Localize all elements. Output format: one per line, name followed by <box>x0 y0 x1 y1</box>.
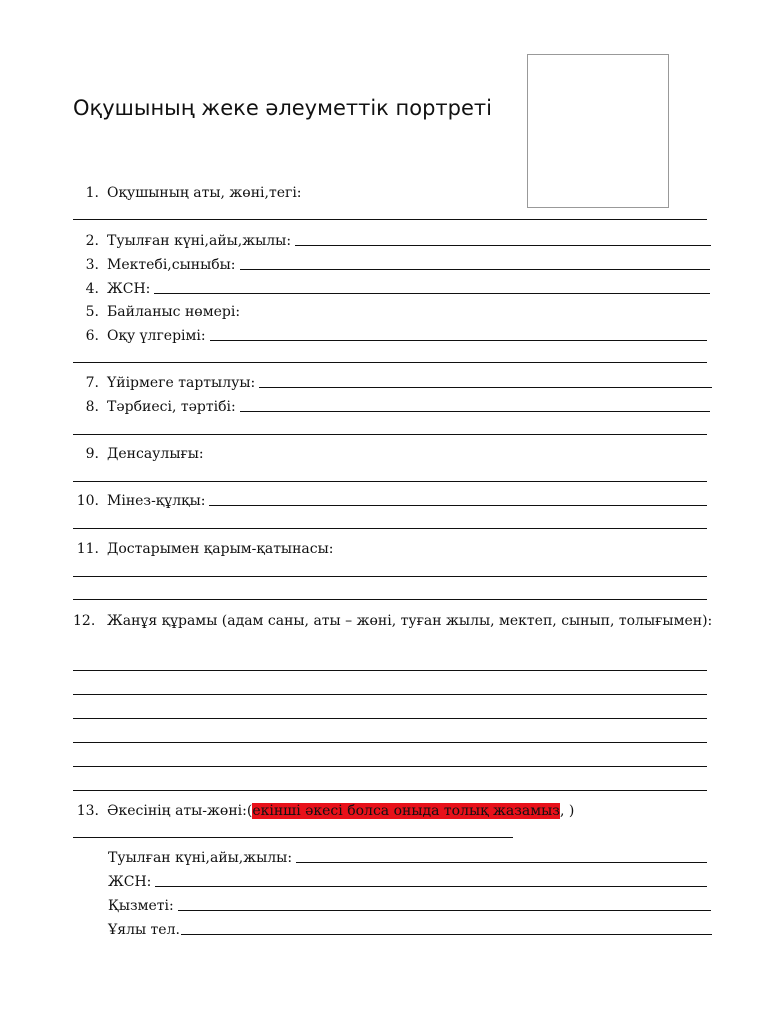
blank-line[interactable] <box>155 885 707 887</box>
field-label: ЖСН: <box>108 874 152 890</box>
blank-line[interactable] <box>295 244 711 246</box>
item-suffix: , ) <box>559 803 575 819</box>
item-label: Мінез-құлқы: <box>107 493 206 509</box>
blank-line[interactable] <box>73 837 513 838</box>
photo-placeholder <box>527 54 669 208</box>
blank-line[interactable] <box>73 670 707 671</box>
item-number: 1. <box>85 185 99 201</box>
blank-line[interactable] <box>259 386 712 388</box>
item-13 <box>73 801 574 819</box>
item-number: 10. <box>76 493 99 509</box>
page-title: Оқушының жеке әлеуметтік портреті <box>73 96 492 120</box>
father-birthdate <box>108 848 707 866</box>
father-iin <box>108 872 707 890</box>
item-number: 11. <box>76 541 99 557</box>
field-label: Қызметі: <box>108 898 174 914</box>
item-label: Оқушының аты, жөні,тегі: <box>107 185 302 201</box>
item-number: 6. <box>85 328 99 344</box>
blank-line[interactable] <box>296 861 707 863</box>
item-number: 2. <box>85 233 99 249</box>
blank-line[interactable] <box>73 219 707 220</box>
item-3 <box>73 255 710 273</box>
item-number: 9. <box>85 446 99 462</box>
blank-line[interactable] <box>73 742 707 743</box>
item-number: 13. <box>76 803 99 819</box>
blank-line[interactable] <box>73 766 707 767</box>
item-label: Әкесінің аты-жөні:( <box>107 803 253 819</box>
field-label: Туылған күні,айы,жылы: <box>108 850 293 866</box>
blank-line[interactable] <box>73 481 707 482</box>
blank-line[interactable] <box>73 694 707 695</box>
blank-line[interactable] <box>240 268 710 270</box>
father-job <box>108 896 711 914</box>
item-12 <box>73 609 713 633</box>
blank-line[interactable] <box>154 292 710 294</box>
item-label: Оқу үлгерімі: <box>107 328 206 344</box>
item-label: Жанұя құрамы (адам саны, аты – жөні, туған жылы, мектеп, сынып, толығымен): <box>107 613 713 629</box>
item-10 <box>73 491 707 509</box>
blank-line[interactable] <box>181 933 712 935</box>
item-11 <box>73 539 333 557</box>
blank-line[interactable] <box>73 576 707 577</box>
blank-line[interactable] <box>210 339 707 341</box>
field-label: Ұялы тел. <box>108 922 180 938</box>
item-number: 5. <box>85 304 99 320</box>
item-4 <box>73 279 710 297</box>
item-label: Достарымен қарым-қатынасы: <box>107 541 334 557</box>
item-2 <box>73 231 711 249</box>
item-label: Байланыс нөмері: <box>107 304 241 320</box>
item-7 <box>73 373 712 391</box>
blank-line[interactable] <box>73 790 707 791</box>
item-label: Үйірмеге тартылуы: <box>107 375 256 391</box>
item-6 <box>73 326 707 344</box>
blank-line[interactable] <box>73 599 707 600</box>
blank-line[interactable] <box>73 362 707 363</box>
item-label: Тәрбиесі, тәртібі: <box>107 399 236 415</box>
item-number: 4. <box>85 281 99 297</box>
blank-line[interactable] <box>73 718 707 719</box>
item-label: Туылған күні,айы,жылы: <box>107 233 292 249</box>
blank-line[interactable] <box>209 504 707 506</box>
item-8 <box>73 397 710 415</box>
item-number: 8. <box>85 399 99 415</box>
item-number: 3. <box>85 257 99 273</box>
item-number: 12. <box>73 613 96 629</box>
blank-line[interactable] <box>73 528 707 529</box>
highlighted-note: екінші әкесі болса оныда толық жазамыз <box>252 803 560 819</box>
item-5 <box>73 302 240 320</box>
blank-line[interactable] <box>73 434 707 435</box>
father-phone <box>108 920 712 938</box>
item-label: ЖСН: <box>107 281 151 297</box>
item-number: 7. <box>85 375 99 391</box>
item-label: Денсаулығы: <box>107 446 204 462</box>
blank-line[interactable] <box>240 410 710 412</box>
blank-line[interactable] <box>178 909 711 911</box>
item-label: Мектебі,сыныбы: <box>107 257 236 273</box>
item-1 <box>73 183 302 201</box>
item-9 <box>73 444 204 462</box>
